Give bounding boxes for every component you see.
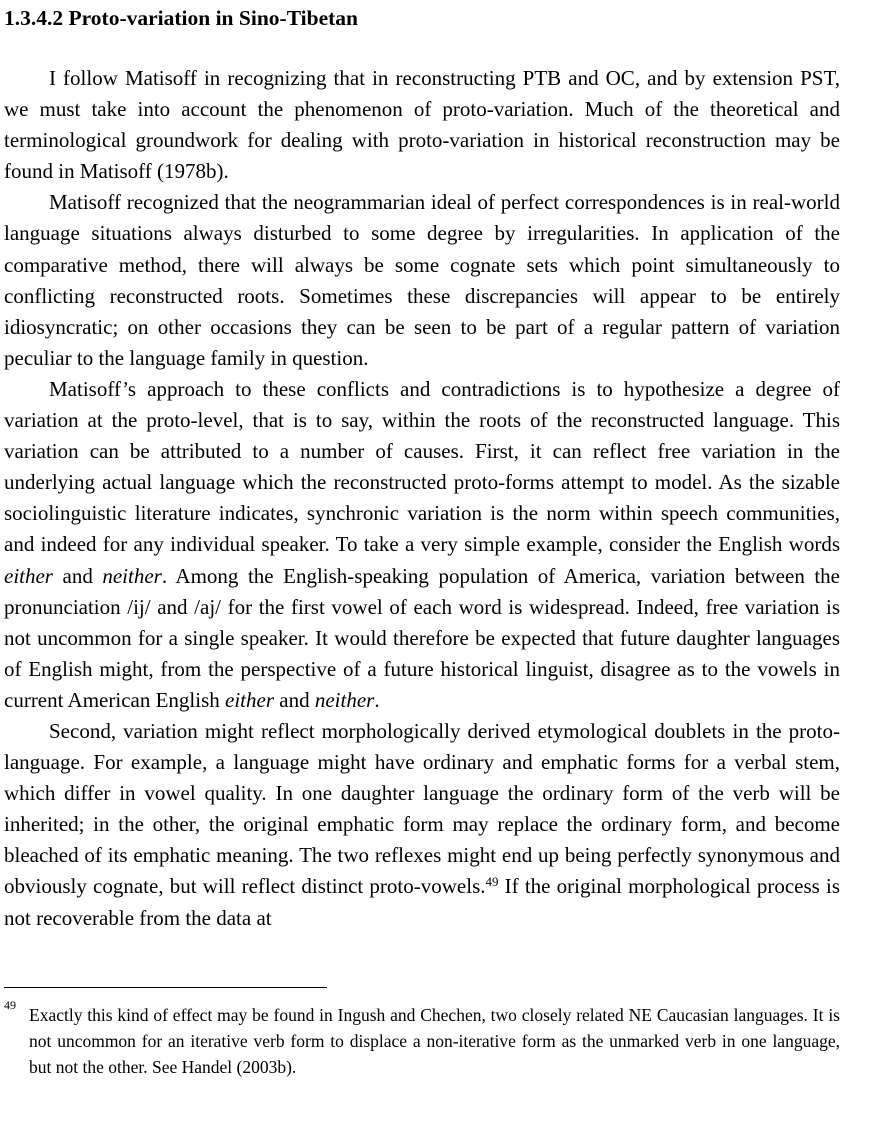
paragraph-3-text: . Among the English-speaking population of America, variation between the pronunciation /ij/ and /aj/ for the first vowel of each word is widespread. Indeed, free variation is not uncommon for a single speaker. It would therefore be expected that future daughter languages of English might, from the perspective of a future historical linguist, disagree as to the vowels in current American English <box>4 563 840 712</box>
footnote-divider <box>4 987 327 988</box>
footnote-number: 49 <box>4 998 16 1012</box>
term-neither: neither <box>314 687 375 712</box>
paragraph-3-text: Matisoff’s approach to these conflicts and contradictions is to hypothesize a degree of variation at the proto-level, that is to say, within the roots of the reconstructed language. This variation can be attributed to a number of causes. First, it can reflect free variation in the underlying actual language which the reconstructed proto-forms attempt to model. As the sizable sociolinguistic literature indicates, synchronic variation is the norm within speech communities, and indeed for any individual speaker. To take a very simple example, consider the English words <box>4 376 840 557</box>
paragraph-3-text: . <box>374 687 380 712</box>
term-neither: neither <box>102 563 162 588</box>
paragraph-2: Matisoff recognized that the neogrammarian ideal of perfect correspondences is in real-world language situations always disturbed to some degree by irregularities. In application of the comparative method, there will always be some cognate sets which point simultaneously to conflicting reconstructed roots. Sometimes these discrepancies will appear to be entirely idiosyncratic; on other occasions they can be seen to be part of a regular pattern of variation peculiar to the language family in question. <box>4 190 840 370</box>
term-either: either <box>225 687 274 712</box>
footnote-reference-49[interactable]: 49 <box>485 874 499 890</box>
paragraph-4-text: Second, variation might reflect morphologically derived etymological doublets in the proto-language. For example, a language might have ordinary and emphatic forms for a verbal stem, which differ in vowel quality. In one daughter language the ordinary form of the verb will be inherited; in the other, the original emphatic form may replace the ordinary form, and become bleached of its emphatic meaning. The two reflexes might end up being perfectly synonymous and obviously cognate, but will reflect distinct proto-vowels. <box>4 718 840 899</box>
paragraph-4-text: If the original morphological process is not recoverable from the data at <box>4 874 841 930</box>
term-either: either <box>4 563 53 588</box>
paragraph-4 <box>4 716 840 934</box>
footnote-49 <box>4 998 840 1080</box>
body-text <box>4 63 840 934</box>
footnote-text: Exactly this kind of effect may be found in Ingush and Chechen, two closely related NE Caucasian languages. It is not uncommon for an iterative verb form to displace a non-iterative form as the unmarked verb in one language, but not the other. See Handel (2003b). <box>29 1005 840 1077</box>
paragraph-3-text: and <box>274 687 315 712</box>
paragraph-1: I follow Matisoff in recognizing that in reconstructing PTB and OC, and by extension PST, we must take into account the phenomenon of proto-variation. Much of the theoretical and terminological groundwork for dealing with proto-variation in historical reconstruction may be found in Matisoff (1978b). <box>4 66 840 184</box>
section-heading: 1.3.4.2 Proto-variation in Sino-Tibetan <box>4 6 358 30</box>
paragraph-3 <box>4 374 840 716</box>
paragraph-3-text: and <box>52 563 103 588</box>
